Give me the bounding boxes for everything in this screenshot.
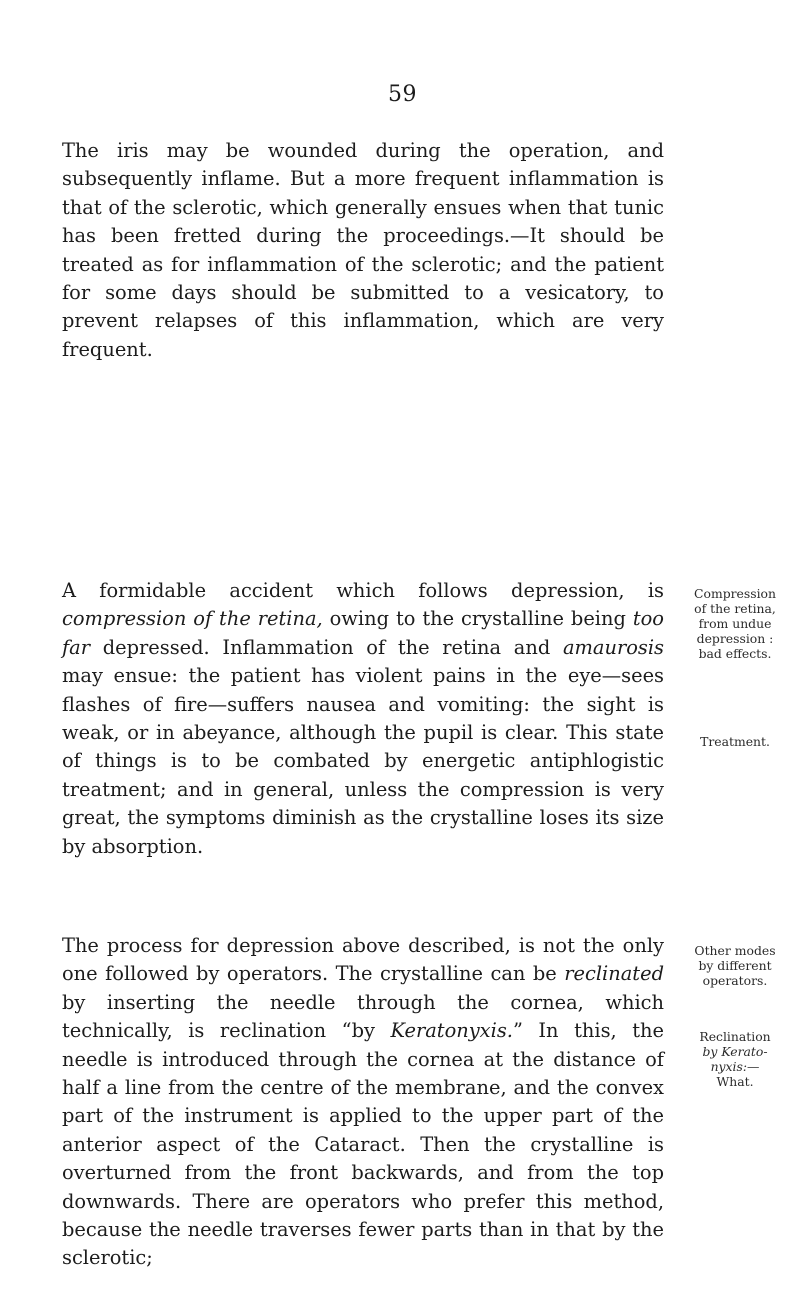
margin-note-line: Compression <box>694 586 776 601</box>
margin-note-line: What. <box>716 1074 754 1089</box>
margin-note-line: Treatment. <box>700 734 770 749</box>
text-run: may ensue: the patient has violent pains in the eye—sees flashes of fire—suffers nausea and vomiting: the sight is weak, or in abeyance, although the pupil is clear. This state of things is to be combated by energetic antiphlogistic treatment; and in general, unless the compression is very great, the symptoms diminish as the crystalline loses its size by absorption. <box>62 664 664 858</box>
margin-note-line: Reclination <box>699 1029 771 1044</box>
margin-note-line: of the retina, <box>694 601 776 616</box>
paragraph-reclination <box>62 932 664 1273</box>
margin-note-line: by different <box>698 958 772 973</box>
italic-term: amaurosis <box>562 635 664 659</box>
margin-note-reclination <box>671 1029 799 1089</box>
margin-note-line: from undue <box>698 616 772 631</box>
paragraph-compression-of-retina <box>62 577 664 861</box>
margin-note-line: depression : <box>696 631 774 646</box>
text-run: depressed. Inflammation of the retina and <box>90 635 563 659</box>
italic-term: Keratonyxis. <box>390 1019 513 1043</box>
margin-note-compression <box>671 586 799 661</box>
margin-note-other-modes <box>671 943 799 988</box>
page-number: 59 <box>388 82 417 107</box>
text-run: The process for depression above described, is not the only one followed by operators. The crystalline can be <box>62 934 664 986</box>
text-run: owing to the crystalline being <box>322 607 633 631</box>
italic-term: reclinated <box>564 962 664 986</box>
text-run: ” In this, the needle is introduced through the cornea at the distance of half a line from the centre of the membrane, and the convex part of the instrument is applied to the upper part of the anterior aspect of the Cataract. Then the crystalline is overturned from the front backwards, and from the top downwards. There are operators who prefer this method, because the needle traverses fewer parts than in that by the sclerotic; <box>62 1019 664 1270</box>
margin-note-line: Other modes <box>694 943 776 958</box>
text-run: The iris may be wounded during the operation, and subsequently inflame. But a more frequent inflammation is that of the sclerotic, which generally ensues when that tunic has been fretted during the proceedings.—It should be treated as for inflammation of the sclerotic; and the patient for some days should be submitted to a vesicatory, to prevent relapses of this inflammation, which are very frequent. <box>62 139 664 361</box>
margin-note-line: by Kerato- <box>702 1044 768 1059</box>
text-run: A formidable accident which follows depression, is <box>62 579 664 602</box>
margin-note-line: nyxis:— <box>710 1059 760 1074</box>
paragraph-iris-inflammation <box>62 137 664 364</box>
text-run: by inserting the needle through the cornea, which technically, is reclination “by <box>62 990 664 1043</box>
italic-term: compression of the retina, <box>62 607 323 631</box>
margin-note-line: bad effects. <box>698 646 772 661</box>
margin-note-line: operators. <box>702 973 768 988</box>
italic-term: too far <box>62 607 664 659</box>
margin-note-treatment <box>671 734 799 749</box>
